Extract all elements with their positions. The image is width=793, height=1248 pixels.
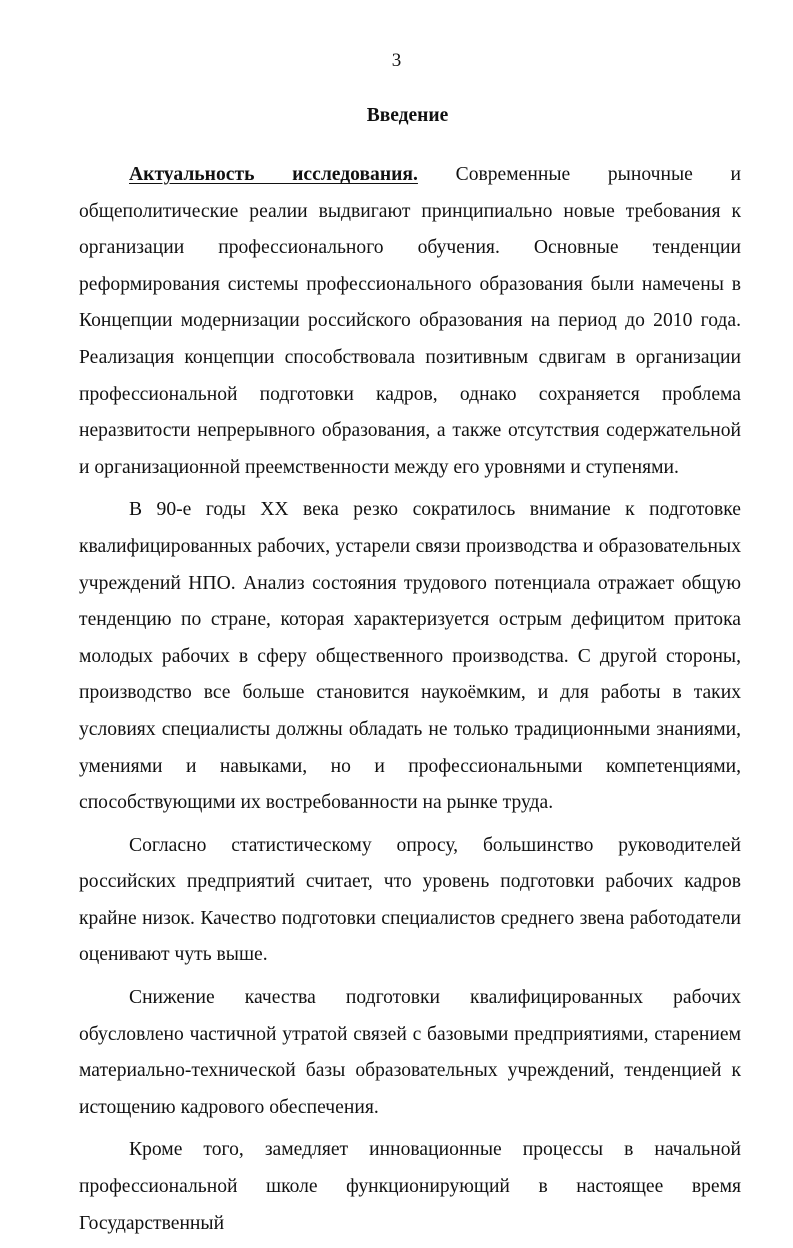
paragraph-lead: Актуальность исследования.: [129, 164, 418, 185]
paragraph-decline: Снижение качества подготовки квалифицированных рабочих обусловлено частичной утратой связей с базовыми предприятиями, старением материально-технической базы образовательных учреждений, тенденцией к истощению кадрового обеспечения.: [79, 987, 741, 1118]
paragraph-innovation: Кроме того, замедляет инновационные процессы в начальной профессиональной школе функционирующий в настоящее время Государственный: [79, 1139, 741, 1234]
paragraph-90s: В 90-е годы XX века резко сократилось внимание к подготовке квалифицированных рабочих, устарели связи производства и образовательных учреждений НПО. Анализ состояния трудового потенциала отражает общую тенденцию по стране, которая характеризуется острым дефицитом притока молодых рабочих в сферу общественного производства. С другой стороны, производство все больше становится наукоёмким, и для работы в таких условиях специалисты должны обладать не только традиционными знаниями, умениями и навыками, но и профессиональными компетенциями, способствующими их востребованности на рынке труда.: [79, 499, 741, 814]
paragraph-relevance: [79, 157, 741, 486]
document-body: [79, 157, 741, 1248]
paragraph-text: Современные рыночные и общеполитические реалии выдвигают принципиально новые требования к организации профессионального обучения. Основные тенденции реформирования системы профессионального образования были намечены в Концепции модернизации российского образования на период до 2010 года. Реализация концепции способствовала позитивным сдвигам в организации профессиональной подготовки кадров, однако сохраняется проблема неразвитости непрерывного образования, а также отсутствия содержательной и организационной преемственности между его уровнями и ступенями.: [79, 164, 741, 478]
paragraph-survey: Согласно статистическому опросу, большинство руководителей российских предприятий считает, что уровень подготовки рабочих кадров крайне низок. Качество подготовки специалистов среднего звена работодатели оценивают чуть выше.: [79, 834, 741, 966]
section-heading: Введение: [366, 105, 449, 126]
page-number: 3: [391, 50, 402, 71]
